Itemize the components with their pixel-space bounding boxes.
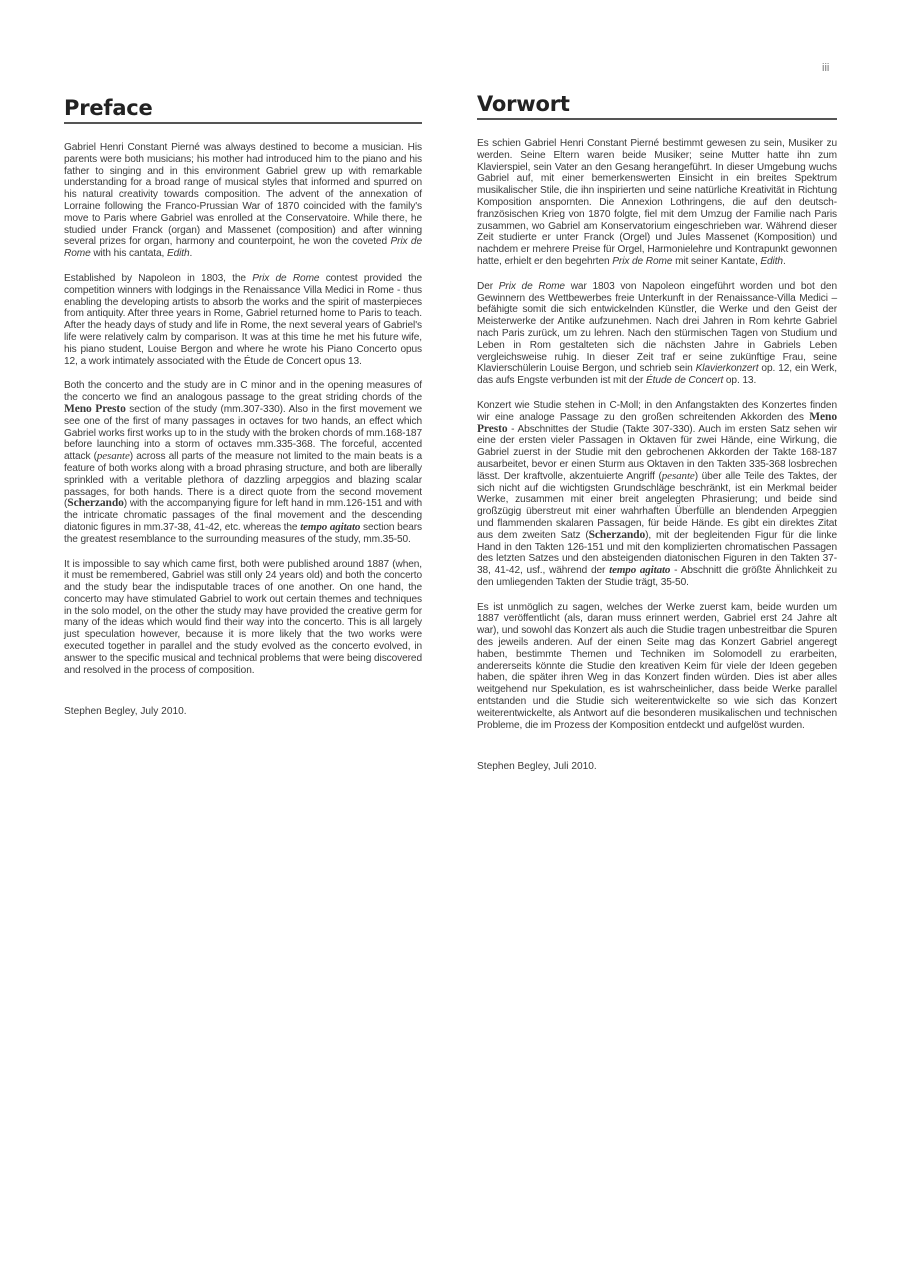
vorwort-body (477, 138, 837, 772)
vorwort-paragraph-2: Der Prix de Rome war 1803 von Napoleon eingeführt worden und bot den Gewinnern des Wettbewerbes freie Unterkunft in der Renaissance-Villa Medici – befähigte somit die sich entwickelnden Künstler, die Werke und den Geist der Meisterwerke der Antike aufzunehmen. Nach drei Jahren in Rom kehrte Gabriel nach Paris zurück, um zu lehren. Nach den stürmischen Tagen von Studium und Leben in Rom gestalteten sich die nächsten Jahre in Gabriels Leben vergleichsweise ruhig. In dieser Zeit traf er seine zukünftige Frau, seine Klavierschülerin Louise Bergon, und schrieb sein Klavierkonzert op. 12, ein Werk, das aufs Engste verbunden ist mit der Étude de Concert op. 13. (477, 280, 837, 387)
preface-paragraph-3: Both the concerto and the study are in C minor and in the opening measures of the concerto we find an analogous passage to the great striding chords of the Meno Presto section of the study (mm.307-330). Also in the first movement we see one of the first of many passages in octaves for two hands, an effect which Gabriel works first works up to in the study with the broken chords of mm.168-187 before launching into a storm of octaves mm.335-368. The forceful, accented attack (pesante) across all parts of the measure not limited to the main beats is a feature of both works along with a broad phrasing structure, and both are liberally sprinkled with a veritable plethora of dazzling arpeggios and blazing scalar passages, for both hands. There is a direct quote from the second movement (Scherzando) with the accompanying figure for left hand in mm.126-151 and with the intricate chromatic passages of the final movement and the descending diatonic figures in mm.37-38, 41-42, etc. whereas the tempo agitato section bears the greatest resemblance to the surrounding measures of the study, mm.35-50. (64, 380, 422, 545)
vorwort-heading: Vorwort (477, 92, 837, 120)
vorwort-paragraph-1: Es schien Gabriel Henri Constant Pierné bestimmt gewesen zu sein, Musiker zu werden. Seine Eltern waren beide Musiker; seine Mutter hatte ihn zum Klavierspiel, sein Vater an den Gesang herangeführt. In dieser Umgebung wuchs Gabriel auf, mit einer bemerkenswerten Einsicht in ein breites Spektrum musikalischer Stile, die ihn inspirierten und seine natürliche Kreativität in Richtung Komposition anspornten. Die Annexion Lothringens, die auf den deutsch-französischen Krieg von 1870 folgte, fiel mit dem Umzug der Familie nach Paris zusammen, wo Gabriel am Konservatorium eingeschrieben war. Während dieser Zeit studierte er unter Franck (Orgel) und Jules Massenet (Komposition) und nachdem er mehrere Preise für Orgel, Harmonielehre und Kontrapunkt gewonnen hatte, erhielt er den begehrten Prix de Rome mit seiner Kantate, Edith. (477, 138, 837, 267)
preface-column (64, 92, 422, 717)
title-edith: Edith (760, 255, 783, 267)
title-prix-de-rome: Prix de Rome (252, 272, 320, 284)
vorwort-paragraph-4: Es ist unmöglich zu sagen, welches der Werke zuerst kam, beide wurden um 1887 veröffentlicht (als, daran muss erinnert werden, Gabriel erst 24 Jahre alt war), und sowohl das Konzert als auch die Studie tragen unbestreitbar die Spuren des jeweils anderen. Auf der einen Seite mag das Konzert Gabriel angeregt haben, bestimmte Themen und Techniken im Solomodell zu erarbeiten, andererseits könnte die Studie den kreativen Keim für viele der Ideen gegeben haben, die später ihren Weg in das Konzert finden würden. Dies ist aber alles weitgehend nur Spekulation, es ist wahrscheinlicher, dass beide Werke parallel entstanden und die Studie sich weiterentwickelte so wie sich das Konzert weiterentwickelte, als Antwort auf die besonderen musikalischen und technischen Probleme, die im Prozess der Komposition entdeckt und aufgelöst wurden. (477, 601, 837, 731)
term-meno-presto: Meno Presto (64, 402, 126, 415)
title-prix-de-rome: Prix de Rome (612, 255, 673, 267)
page-number: iii (822, 62, 830, 74)
title-prix-de-rome: Prix de Rome (498, 280, 565, 292)
term-tempo-agitato: tempo agitato (300, 520, 361, 533)
preface-paragraph-4: It is impossible to say which came first, both were published around 1887 (when, it must be remembered, Gabriel was still only 24 years old) and both the concerto and the study bear the indisputable traces of one another. On one hand, the concerto may have stimulated Gabriel to work out certain themes and techniques in the solo model, on the other the study may have provided the creative germ for many of the ideas which would find their way into the concerto. This is all largely just speculation however, because it is more likely that the two works were executed together in parallel and the study evolved as the concerto evolved, in answer to the specific musical and technical problems that were being discovered and resolved in the process of composition. (64, 558, 422, 676)
preface-paragraph-2: Established by Napoleon in 1803, the Prix de Rome contest provided the competition winners with lodgings in the Renaissance Villa Medici in Rome - thus enabling the developing artists to absorb the works and the spirit of masterpieces from antiquity. After three years in Rome, Gabriel returned home to Paris to teach. After the heady days of study and life in Rome, the next several years of Gabriel's life were relatively calm by comparison. It was at this time he met his future wife, his piano student, Louise Bergon and where he wrote his Piano Concerto opus 12, a work intimately associated with the Étude de Concert opus 13. (64, 272, 422, 367)
preface-signature: Stephen Begley, July 2010. (64, 706, 187, 718)
preface-paragraph-1: Gabriel Henri Constant Pierné was always destined to become a musician. His parents were both musicians; his mother had introduced him to the piano and his father to singing and in this environment Gabriel grew up with remarkable understanding for a broad range of musical styles that informed and spurred on his natural creativity towards composition. The advent of the annexation of Lorraine following the Franco-Prussian War of 1870 coincided with the family's move to Paris where Gabriel was enrolled at the Conservatoire. While there, he studied under Franck (organ) and Massenet (composition) and after winning several prizes for organ, harmony and counterpoint, he won the coveted Prix de Rome with his cantata, Edith. (64, 142, 422, 260)
term-scherzando: Scherzando (588, 528, 646, 541)
term-pesante: pesante (96, 450, 130, 463)
term-meno-presto: Meno Presto (477, 410, 837, 435)
preface-heading: Preface (64, 96, 422, 124)
title-etude-de-concert: Étude de Concert (645, 375, 724, 387)
title-klavierkonzert: Klavierkonzert (695, 363, 759, 375)
vorwort-paragraph-3: Konzert wie Studie stehen in C-Moll; in den Anfangstakten des Konzertes finden wir eine analoge Passage zu den großen schreitenden Akkorden des Meno Presto - Abschnittes der Studie (Takte 307-330). Auch im ersten Satz sehen wir eine der ersten vieler Passagen in Oktaven für zwei Hände, eine Wirkung, die Gabriel zuerst in der Studie mit den gebrochenen Akkorden der Takte 168-187 ausarbeitet, bevor er einen Sturm aus Oktaven in den Takten 335-368 losbrechen lässt. Der kraftvolle, akzentuierte Angriff (pesante) über alle Teile des Taktes, der sich nicht auf die wichtigsten Grundschläge beschränkt, ist ein Merkmal beider Werke, zusammen mit einer breit angelegten Phrasierung; und beide sind großzügig überstreut mit einer wahrhaften Überfülle an blendenden Arpeggien und flammenden skalaren Passagen, für beide Hände. Es gibt ein direktes Zitat aus dem zweiten Satz (Scherzando), mit der begleitenden Figur für die linke Hand in den Takten 126-151 und mit den komplizierten chromatischen Passagen des letzten Satzes und den absteigenden diatonischen Figuren in den Takten 37-38, 41-42, usf., während der tempo agitato - Abschnitt die größte Ähnlichkeit zu den umliegenden Takten der Studie trägt, 35-50. (477, 399, 838, 588)
term-pesante: pesante (661, 469, 695, 482)
title-edith: Edith (166, 248, 190, 260)
preface-body (64, 142, 422, 717)
vorwort-signature: Stephen Begley, Juli 2010. (477, 761, 597, 773)
term-scherzando: Scherzando (67, 497, 124, 510)
vorwort-column (477, 92, 837, 772)
title-prix-de-rome: Prix de Rome (64, 236, 422, 260)
term-tempo-agitato: tempo agitato (609, 564, 671, 577)
